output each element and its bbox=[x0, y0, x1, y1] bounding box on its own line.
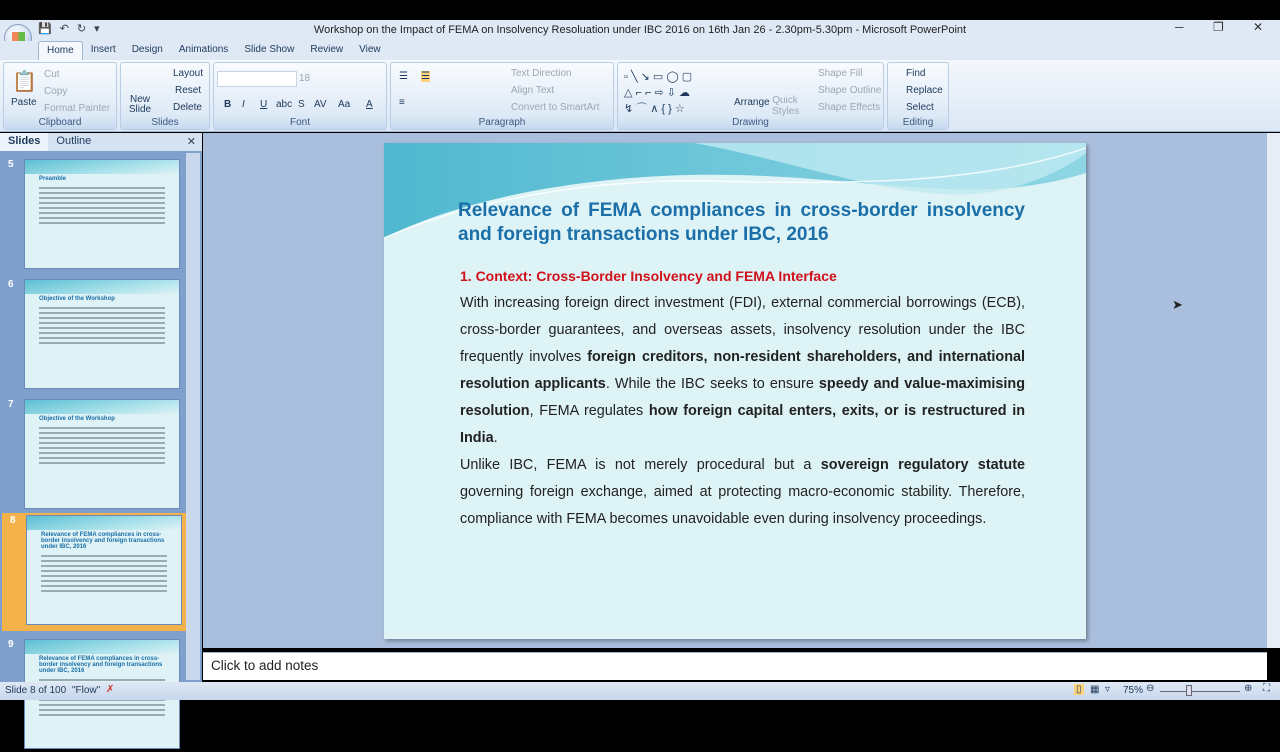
shape-outline-button[interactable]: Shape Outline bbox=[818, 85, 882, 96]
window-title: Workshop on the Impact of FEMA on Insolvency Resoluation under IBC 2016 on 16th Jan 26 - 2.30pm-5.30pm - Microsoft PowerPoint bbox=[313, 24, 967, 36]
thumbnail-number: 7 bbox=[8, 399, 14, 410]
body-paragraph bbox=[460, 290, 1025, 452]
cut-button[interactable]: Cut bbox=[44, 69, 60, 80]
tab-slide-show[interactable]: Slide Show bbox=[244, 44, 295, 55]
pane-tabs bbox=[0, 133, 202, 151]
shape-fill-button[interactable]: Shape Fill bbox=[818, 68, 863, 79]
underline-button[interactable]: U bbox=[260, 99, 268, 110]
body-paragraph bbox=[460, 452, 1025, 533]
normal-view-icon[interactable]: ▯ bbox=[1076, 684, 1082, 695]
minimize-button[interactable]: ─ bbox=[1175, 20, 1184, 34]
bold-text: sovereign regulatory statute bbox=[820, 457, 1025, 473]
text-run: Unlike IBC, FEMA is not merely procedural but a bbox=[460, 457, 821, 473]
clipboard-group bbox=[3, 62, 117, 130]
redo-icon[interactable]: ↻ bbox=[76, 23, 87, 35]
bold-text: how foreign capital enters, exits, or is restructured in India bbox=[460, 403, 1026, 446]
zoom-out-icon[interactable]: ⊖ bbox=[1146, 683, 1155, 694]
title-bar bbox=[0, 20, 1280, 41]
layout-button[interactable]: Layout bbox=[173, 68, 204, 79]
numbering-icon[interactable]: ☰ bbox=[421, 71, 430, 82]
delete-button[interactable]: Delete bbox=[173, 102, 202, 113]
drawing-group bbox=[617, 62, 884, 130]
shapes-gallery[interactable]: ▫ ╲ ↘ ▭ ◯ ▢ △ ⌐ ⌐ ⇨ ⇩ ☁ ↯ ⌒ ∧ { } ☆ bbox=[624, 71, 693, 115]
editing-group bbox=[887, 62, 949, 130]
tab-outline[interactable]: Outline bbox=[56, 135, 92, 147]
text-run: With increasing foreign direct investment (FDI), external commercial borrowings (ECB), cross-border guarantees, and overseas assets, insolvency resolution under the IBC frequently involves bbox=[460, 295, 1025, 365]
customize-qat-icon[interactable]: ▾ bbox=[94, 23, 100, 35]
align-left-icon[interactable]: ≡ bbox=[399, 97, 405, 108]
save-icon[interactable]: 💾 bbox=[38, 23, 52, 35]
fit-window-icon[interactable]: ⛶ bbox=[1263, 683, 1270, 694]
slide-body[interactable] bbox=[460, 263, 1025, 533]
drawing-label: Drawing bbox=[732, 117, 769, 128]
section-heading: 1. Context: Cross-Border Insolvency and FEMA Interface bbox=[460, 268, 837, 284]
zoom-slider-thumb[interactable] bbox=[1186, 685, 1192, 696]
thumbnail-title: Preamble bbox=[39, 176, 67, 182]
paragraph-group bbox=[390, 62, 614, 130]
editing-label: Editing bbox=[902, 117, 934, 128]
wave-decoration bbox=[25, 160, 179, 174]
notes-input[interactable]: Click to add notes bbox=[203, 652, 1267, 680]
slide-title[interactable]: Relevance of FEMA compliances in cross-border insolvency and foreign transactions under IBC, 2016 bbox=[458, 200, 1025, 245]
slide-thumbnail[interactable] bbox=[0, 277, 185, 392]
undo-icon[interactable]: ↶ bbox=[59, 23, 69, 35]
font-name-input[interactable] bbox=[217, 71, 297, 87]
text-direction-button[interactable]: Text Direction bbox=[511, 68, 572, 79]
thumbnail-title: Objective of the Workshop bbox=[39, 296, 115, 302]
thumbnail-title: Objective of the Workshop bbox=[39, 416, 115, 422]
tab-slides[interactable]: Slides bbox=[0, 133, 48, 151]
slides-pane bbox=[0, 133, 202, 682]
thumbnail-number: 5 bbox=[8, 159, 14, 170]
paste-button[interactable]: Paste bbox=[11, 97, 37, 108]
format-painter-button[interactable]: Format Painter bbox=[44, 103, 111, 114]
tab-insert[interactable]: Insert bbox=[90, 44, 116, 55]
thumbnail-title: Relevance of FEMA compliances in cross-border insolvency and foreign transactions under IBC, 2016 bbox=[39, 656, 163, 674]
vertical-scrollbar[interactable] bbox=[1267, 133, 1280, 648]
arrange-button[interactable]: Arrange bbox=[734, 97, 770, 108]
select-button[interactable]: Select bbox=[906, 102, 934, 113]
convert-smartart-button[interactable]: Convert to SmartArt bbox=[511, 102, 600, 113]
tab-design[interactable]: Design bbox=[131, 44, 163, 55]
zoom-in-icon[interactable]: ⊕ bbox=[1244, 683, 1253, 694]
thumbnail-number: 8 bbox=[10, 515, 16, 526]
thumbnail-preview bbox=[26, 515, 182, 625]
wave-decoration bbox=[27, 516, 181, 530]
slide-show-icon[interactable]: ▿ bbox=[1105, 684, 1111, 695]
paragraph-label: Paragraph bbox=[478, 117, 526, 128]
wave-decoration bbox=[25, 400, 179, 414]
slide-thumbnail[interactable] bbox=[0, 157, 185, 272]
wave-decoration bbox=[25, 280, 179, 294]
paste-icon[interactable]: 📋 bbox=[12, 71, 37, 93]
tab-review[interactable]: Review bbox=[310, 44, 344, 55]
change-case-button[interactable]: Aa bbox=[338, 99, 351, 110]
align-text-button[interactable]: Align Text bbox=[511, 85, 555, 96]
text-run: governing foreign exchange, aimed at protecting macro-economic stability. Therefore, compliance with FEMA becomes unavoidable even during insolvency proceedings. bbox=[460, 484, 1025, 527]
thumbnail-preview bbox=[24, 279, 180, 389]
italic-button[interactable]: I bbox=[242, 99, 245, 110]
font-group bbox=[213, 62, 387, 130]
quick-access-toolbar bbox=[38, 22, 100, 38]
thumbnail-number: 9 bbox=[8, 639, 14, 650]
zoom-level[interactable]: 75% bbox=[1123, 685, 1144, 696]
slide-counter: Slide 8 of 100 bbox=[5, 685, 67, 696]
bold-text: speedy and value-maximising resolution bbox=[460, 376, 1025, 419]
mouse-cursor-icon: ➤ bbox=[1172, 297, 1183, 312]
tab-animations[interactable]: Animations bbox=[178, 44, 229, 55]
slides-label: Slides bbox=[151, 117, 179, 128]
font-size-input[interactable]: 18 bbox=[299, 73, 311, 84]
shape-effects-button[interactable]: Shape Effects bbox=[818, 102, 881, 113]
tab-home[interactable]: Home bbox=[38, 41, 83, 60]
thumbnail-preview bbox=[24, 399, 180, 509]
tab-view[interactable]: View bbox=[359, 44, 381, 55]
reset-button[interactable]: Reset bbox=[175, 85, 202, 96]
pane-scrollbar[interactable] bbox=[186, 153, 200, 680]
thumbnail-preview bbox=[24, 159, 180, 269]
zoom-slider[interactable] bbox=[1160, 691, 1240, 692]
char-spacing-button[interactable]: AV bbox=[314, 99, 327, 110]
copy-button[interactable]: Copy bbox=[44, 86, 68, 97]
font-label: Font bbox=[289, 117, 310, 128]
ribbon bbox=[0, 60, 1280, 132]
clipboard-label: Clipboard bbox=[38, 117, 82, 128]
bold-text: foreign creditors, non-resident shareholders, and international resolution applicants bbox=[460, 349, 1026, 392]
wave-decoration bbox=[25, 640, 179, 654]
spell-check-icon[interactable]: ✗ bbox=[106, 684, 115, 695]
text-run: . While the IBC seeks to ensure bbox=[605, 376, 819, 392]
quick-styles-button[interactable]: Quick Styles bbox=[772, 95, 800, 117]
ribbon-tabs bbox=[0, 41, 1280, 60]
slide-thumbnail[interactable] bbox=[2, 513, 187, 631]
thumbnail-number: 6 bbox=[8, 279, 14, 290]
text-run: , FEMA regulates bbox=[529, 403, 649, 419]
shadow-button[interactable]: S bbox=[298, 99, 305, 110]
slides-group bbox=[120, 62, 210, 130]
close-pane-icon[interactable]: ✕ bbox=[186, 136, 196, 148]
restore-button[interactable]: ❐ bbox=[1213, 20, 1224, 34]
slide-sorter-icon[interactable]: ▦ bbox=[1090, 684, 1100, 695]
current-slide[interactable] bbox=[384, 143, 1086, 639]
strikethrough-button[interactable]: abc bbox=[276, 99, 293, 110]
replace-button[interactable]: Replace bbox=[906, 85, 943, 96]
text-run: . bbox=[493, 430, 498, 446]
status-bar bbox=[0, 682, 1280, 700]
close-button[interactable]: ✕ bbox=[1253, 20, 1264, 34]
theme-name: "Flow" bbox=[72, 685, 101, 696]
thumbnail-title: Relevance of FEMA compliances in cross-border insolvency and foreign transactions under IBC, 2016 bbox=[41, 532, 165, 550]
find-button[interactable]: Find bbox=[906, 68, 926, 79]
bold-button[interactable]: B bbox=[224, 99, 232, 110]
slide-thumbnail[interactable] bbox=[0, 397, 185, 512]
font-color-button[interactable]: A bbox=[366, 99, 373, 110]
bullets-icon[interactable]: ☰ bbox=[399, 71, 408, 82]
new-slide-button[interactable]: New Slide bbox=[128, 94, 152, 115]
